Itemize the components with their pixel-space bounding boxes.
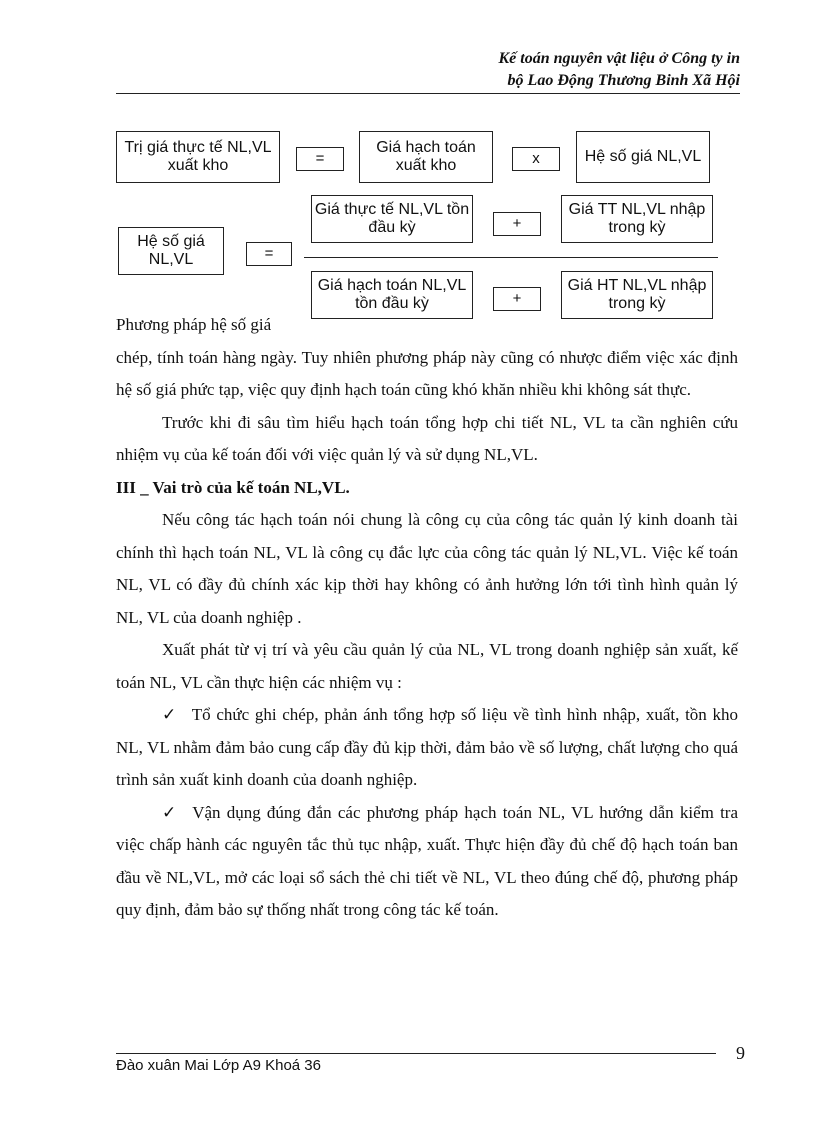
formula1-lhs-box: Trị giá thực tế NL,VL xuất kho	[116, 131, 280, 183]
formula2-numerator-term1: Giá thực tế NL,VL tồn đầu kỳ	[311, 195, 473, 243]
bullet-2	[116, 797, 738, 927]
paragraph-2: Trước khi đi sâu tìm hiểu hạch toán tổng hợp chi tiết NL, VL ta cần nghiên cứu nhiệm vụ của kế toán đối với việc quản lý và sử dụng NL,VL.	[116, 412, 738, 464]
formula2-numerator-term2: Giá TT NL,VL nhập trong kỳ	[561, 195, 713, 243]
paragraph-1	[116, 309, 738, 407]
formula1-equals-box: =	[296, 147, 344, 171]
formula2-denominator-term2: Giá HT NL,VL nhập trong kỳ	[561, 271, 713, 319]
check-icon: ✓	[162, 705, 178, 724]
formula2-denominator-term1: Giá hạch toán NL,VL tồn đầu kỳ	[311, 271, 473, 319]
bullet-1	[116, 699, 738, 797]
paragraph-1-rest: chép, tính toán hàng ngày. Tuy nhiên phương pháp này cũng có nhược điểm việc xác định hệ số giá phức tạp, việc quy định hạch toán cũng khó khăn nhiều khi không sát thực.	[116, 347, 738, 399]
formula2-lhs-box: Hệ số giá NL,VL	[118, 227, 224, 275]
body-text	[116, 309, 738, 927]
header-rule	[116, 93, 740, 94]
footer-author: Đào xuân Mai Lớp A9 Khoá 36	[116, 1057, 321, 1074]
section-heading: III _ Vai trò của kế toán NL,VL.	[116, 477, 350, 497]
header-line-1: Kế toán nguyên vật liệu ở Công ty in	[498, 50, 740, 67]
formula1-term2-box: Hệ số giá NL,VL	[576, 131, 710, 183]
bullet-2-text: Vận dụng đúng đắn các phương pháp hạch toán NL, VL hướng dẫn kiểm tra việc chấp hành các nguyên tắc thủ tục nhập, xuất. Thực hiện đầy đủ chế độ hạch toán ban đầu về NL,VL, mở các loại sổ sách thẻ chi tiết về NL, VL theo đúng chế độ, phương pháp quy định, đảm bảo sự thống nhất trong công tác kế toán.	[116, 802, 738, 919]
paragraph-3: Nếu công tác hạch toán nói chung là công cụ của công tác quản lý kinh doanh tài chính thì hạch toán NL, VL là công cụ đắc lực của công tác quản lý NL,VL. Việc kế toán NL, VL có đầy đủ chính xác kịp thời hay không có ảnh hưởng lớn tới tình hình quản lý NL, VL của doanh nghiệp .	[116, 510, 738, 627]
header-line-2: bộ Lao Động Thương Binh Xã Hội	[507, 72, 740, 89]
check-icon: ✓	[162, 802, 179, 822]
formula2-equals-box: =	[246, 242, 292, 266]
footer-rule	[116, 1053, 716, 1054]
formula2-denominator-plus: +	[493, 287, 541, 311]
fraction-bar	[304, 257, 718, 258]
paragraph-1-start: Phương pháp hệ số giá	[116, 315, 272, 334]
formula1-times-box: x	[512, 147, 560, 171]
running-header	[499, 48, 741, 92]
formula1-term1-box: Giá hạch toán xuất kho	[359, 131, 493, 183]
page-number: 9	[736, 1043, 745, 1063]
formula2-numerator-plus: +	[493, 212, 541, 236]
paragraph-4: Xuất phát từ vị trí và yêu cầu quản lý của NL, VL trong doanh nghiệp sản xuất, kế toán NL, VL cần thực hiện các nhiệm vụ :	[116, 640, 738, 692]
bullet-1-text: Tổ chức ghi chép, phản ánh tổng hợp số liệu về tình hình nhập, xuất, tồn kho NL, VL nhằm đảm bảo cung cấp đầy đủ kịp thời, đảm bảo về số lượng, chất lượng cho quá trình sản xuất kinh doanh của doanh nghiệp.	[116, 705, 739, 789]
